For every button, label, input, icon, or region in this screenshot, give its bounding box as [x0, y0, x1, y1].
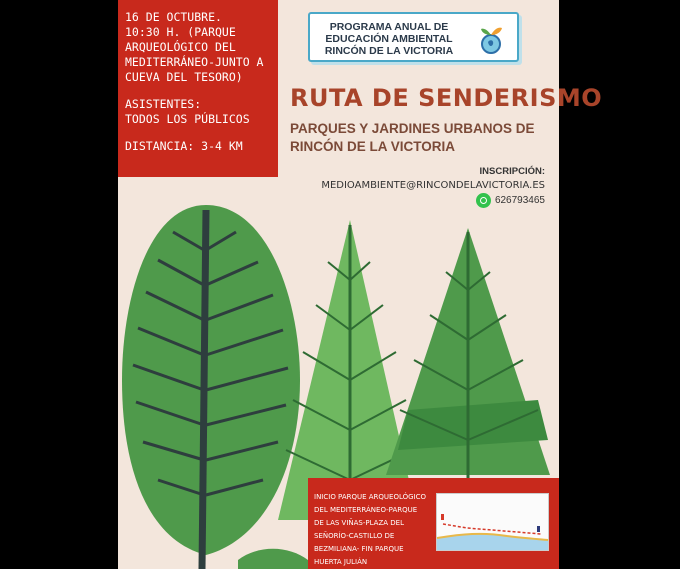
tree-right: [386, 228, 550, 480]
event-date: 16 DE OCTUBRE.: [125, 10, 222, 24]
route-description: INICIO PARQUE ARQUEOLÓGICO DEL MEDITERRÁNEO-PARQUE DE LAS VIÑAS-PLAZA DEL SEÑORÍO-CASTILLO DE BEZMILIANA- FIN PARQUE HUERTA JULIÁN: [314, 493, 427, 566]
attendees-value: TODOS LOS PÚBLICOS: [125, 112, 250, 126]
inscription-email[interactable]: MEDIOAMBIENTE@RINCONDELAVICTORIA.ES: [321, 180, 545, 191]
attendees-label: ASISTENTES:: [125, 97, 202, 111]
route-box: [308, 478, 559, 569]
whatsapp-icon: [476, 193, 491, 208]
event-attendees: [125, 97, 272, 127]
phone-number: 626793465: [494, 195, 545, 206]
inscription-label: INSCRIPCIÓN:: [479, 166, 545, 177]
program-line-3: RINCÓN DE LA VICTORIA: [324, 45, 454, 57]
page-title: RUTA DE SENDERISMO: [290, 84, 603, 112]
event-place: 10:30 H. (PARQUE ARQUEOLÓGICO DEL MEDITERRÁNEO-JUNTO A CUEVA DEL TESORO): [125, 25, 264, 84]
event-info-box: [118, 0, 278, 177]
program-badge-text: [320, 21, 458, 57]
page-subtitle: PARQUES Y JARDINES URBANOS DE RINCÓN DE LA VICTORIA: [290, 121, 535, 154]
tree-left: [122, 205, 300, 569]
program-badge: [308, 12, 519, 62]
map-image: [437, 494, 548, 550]
program-line-1: PROGRAMA ANUAL DE: [329, 21, 449, 33]
event-date-time: [125, 10, 272, 85]
route-map: [436, 493, 549, 551]
inscription-phone[interactable]: [476, 193, 545, 208]
tree-bottom: [238, 549, 308, 569]
event-distance: DISTANCIA: 3-4 KM: [125, 139, 243, 153]
poster: [118, 0, 603, 569]
globe-leaf-icon: [473, 20, 509, 56]
program-line-2: EDUCACIÓN AMBIENTAL: [325, 33, 453, 45]
